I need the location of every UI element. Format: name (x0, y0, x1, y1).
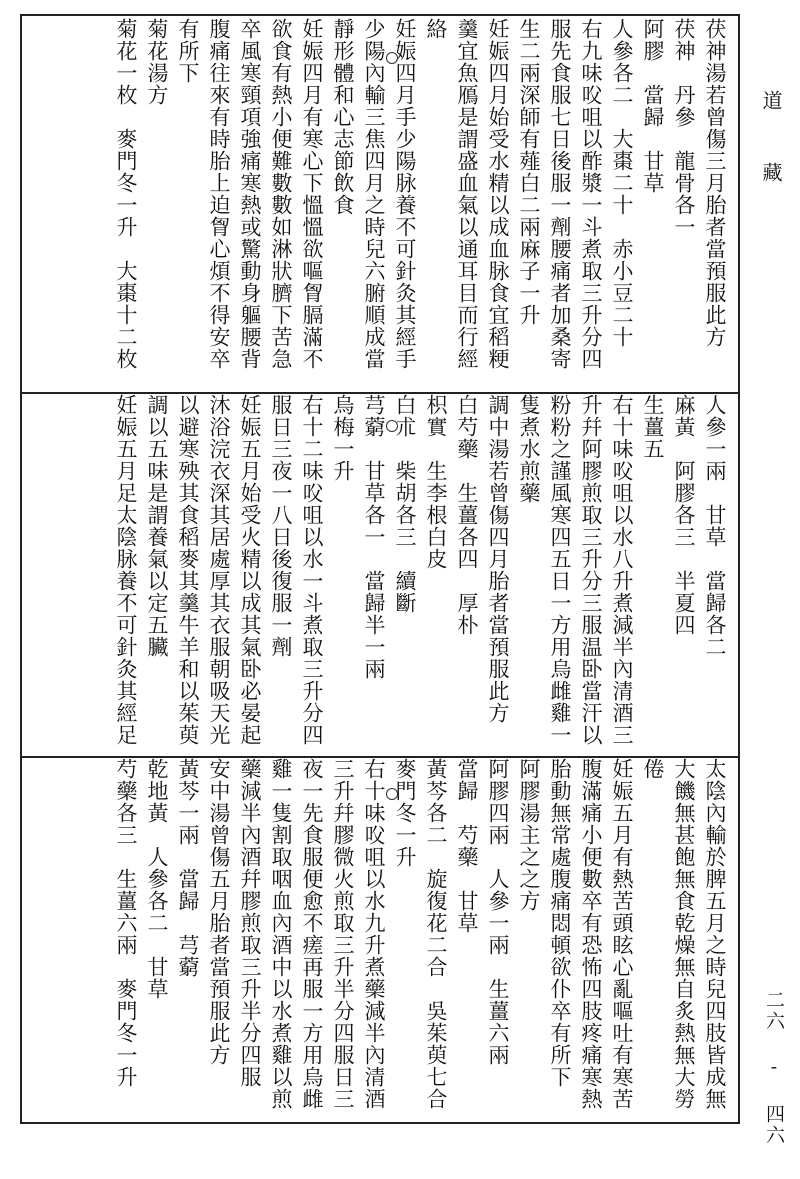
text-column: 靜形體和心志節飲食 (331, 18, 355, 216)
text-column: 妊娠四月始受水精以成血脉食宜稻粳 (486, 18, 510, 370)
text-column: 人參各二 大棗二十 赤小豆二十 (610, 18, 634, 348)
text-column: 麻黃 阿膠各三 半夏四 (672, 394, 696, 636)
text-column: 生薑五 (641, 394, 665, 460)
circle-mark-icon (386, 420, 398, 432)
text-column: 少陽內輸三焦四月之時兒六腑順成當 (362, 18, 386, 370)
text-column: 安中湯曾傷五月胎者當預服此方 (207, 758, 231, 1066)
text-column: 茯神湯若曾傷三月胎者當預服此方 (703, 18, 727, 348)
text-column: 生二兩深師有薤白二兩麻子一升 (517, 18, 541, 326)
text-column: 服先食服七日後服一劑腰痛者加桑寄 (548, 18, 572, 370)
text-column: 芍藥各三 生薑六兩 麥門冬一升 (114, 758, 138, 1088)
text-column: 黃芩各二 旋復花二合 吳茱萸七合 (424, 758, 448, 1110)
text-column: 腹滿痛小便數卒有恐怖四肢疼痛寒熱 (579, 758, 603, 1110)
middle-columns (24, 394, 736, 756)
text-column: 粉粉之謹風寒四五日一方用烏雌雞一 (548, 394, 572, 746)
upper-columns (24, 18, 736, 392)
lower-columns (24, 758, 736, 1122)
text-column: 妊娠四月手少陽脉養不可針灸其經手 (393, 18, 417, 370)
text-column: 夜一先食服便愈不瘥再服一方用烏雌 (300, 758, 324, 1110)
text-column: 阿膠四兩 人參一兩 生薑六兩 (486, 758, 510, 1066)
text-column: 烏梅一升 (331, 394, 355, 482)
text-column: 妊娠五月有熱苦頭眩心亂嘔吐有寒苦 (610, 758, 634, 1110)
text-column: 右十二味㕮咀以水一斗煮取三升分四 (300, 394, 324, 746)
text-column: 太陰內輸於脾五月之時兒四肢皆成無 (703, 758, 727, 1110)
text-column: 妊娠四月有寒心下慍慍欲嘔胷膈滿不 (300, 18, 324, 370)
text-column: 當歸 芍藥 甘草 (455, 758, 479, 934)
text-column: 三升幷膠微火煎取三升半分四服日三 (331, 758, 355, 1110)
text-column: 服日三夜一八日後復服一劑 (269, 394, 293, 658)
text-column: 黃芩一兩 當歸 芎藭 (176, 758, 200, 978)
middle-text-block (24, 394, 736, 756)
lower-text-block (24, 758, 736, 1122)
text-column: 胎動無常處腹痛悶頓欲仆卒有所下 (548, 758, 572, 1088)
text-column: 大饑無甚飽無食乾燥無自炙熱無大勞 (672, 758, 696, 1110)
text-column: 乾地黃 人參各二 甘草 (145, 758, 169, 1000)
text-column: 妊娠五月始受火精以成其氣卧必晏起 (238, 394, 262, 746)
page-frame (20, 14, 740, 1124)
text-column: 妊娠五月足太陰脉養不可針灸其經足 (114, 394, 138, 746)
circle-mark-icon (386, 788, 398, 800)
text-column: 倦 (641, 758, 665, 780)
text-column: 阿膠湯主之之方 (517, 758, 541, 912)
text-column: 腹痛往來有時胎上迫胷心煩不得安卒 (207, 18, 231, 370)
text-column: 雞一隻割取咽血內酒中以水煮雞以煎 (269, 758, 293, 1110)
circle-mark-icon (386, 52, 398, 64)
text-column: 沐浴浣衣深其居處厚其衣服朝吸天光 (207, 394, 231, 746)
text-column: 調以五味是謂養氣以定五臟 (145, 394, 169, 658)
text-column: 升幷阿膠煎取三升分三服温卧當汗以 (579, 394, 603, 746)
text-column: 菊花湯方 (145, 18, 169, 106)
text-column: 白芍藥 生薑各四 厚朴 (455, 394, 479, 636)
text-column: 調中湯若曾傷四月胎者當預服此方 (486, 394, 510, 724)
page-number: 二六 - 四六 (763, 990, 785, 1146)
text-column: 麥門冬一升 (393, 758, 417, 868)
text-column: 藥減半內酒幷膠煎取三升半分四服 (238, 758, 262, 1088)
text-column: 白朮 柴胡各三 續斷 (393, 394, 417, 614)
text-column: 右十味㕮咀以水八升煮減半內清酒三 (610, 394, 634, 746)
text-column: 菊花一枚 麥門冬一升 大棗十二枚 (114, 18, 138, 370)
text-column: 阿膠 當歸 甘草 (641, 18, 665, 194)
text-column: 絡 (424, 18, 448, 40)
text-column: 欲食有熱小便難數數如淋狀臍下苦急 (269, 18, 293, 370)
text-column: 隻煮水煎藥 (517, 394, 541, 504)
text-column: 羹宜魚鴈是謂盛血氣以通耳目而行經 (455, 18, 479, 370)
text-column: 人參一兩 甘草 當歸各二 (703, 394, 727, 658)
text-column: 以避寒殃其食稻麥其羹牛羊和以茱萸 (176, 394, 200, 746)
text-column: 芎藭 甘草各一 當歸半一兩 (362, 394, 386, 680)
text-column: 枳實 生李根白皮 (424, 394, 448, 570)
text-column: 右十味㕮咀以水九升煮藥減半內清酒 (362, 758, 386, 1110)
text-column: 卒風寒頸項強痛寒熱或驚動身軀腰背 (238, 18, 262, 370)
collection-title: 道 藏 (759, 90, 783, 196)
text-column: 有所下 (176, 18, 200, 84)
text-column: 右九味㕮咀以酢漿一斗煮取三升分四 (579, 18, 603, 370)
upper-text-block (24, 18, 736, 392)
text-column: 茯神 丹參 龍骨各一 (672, 18, 696, 238)
